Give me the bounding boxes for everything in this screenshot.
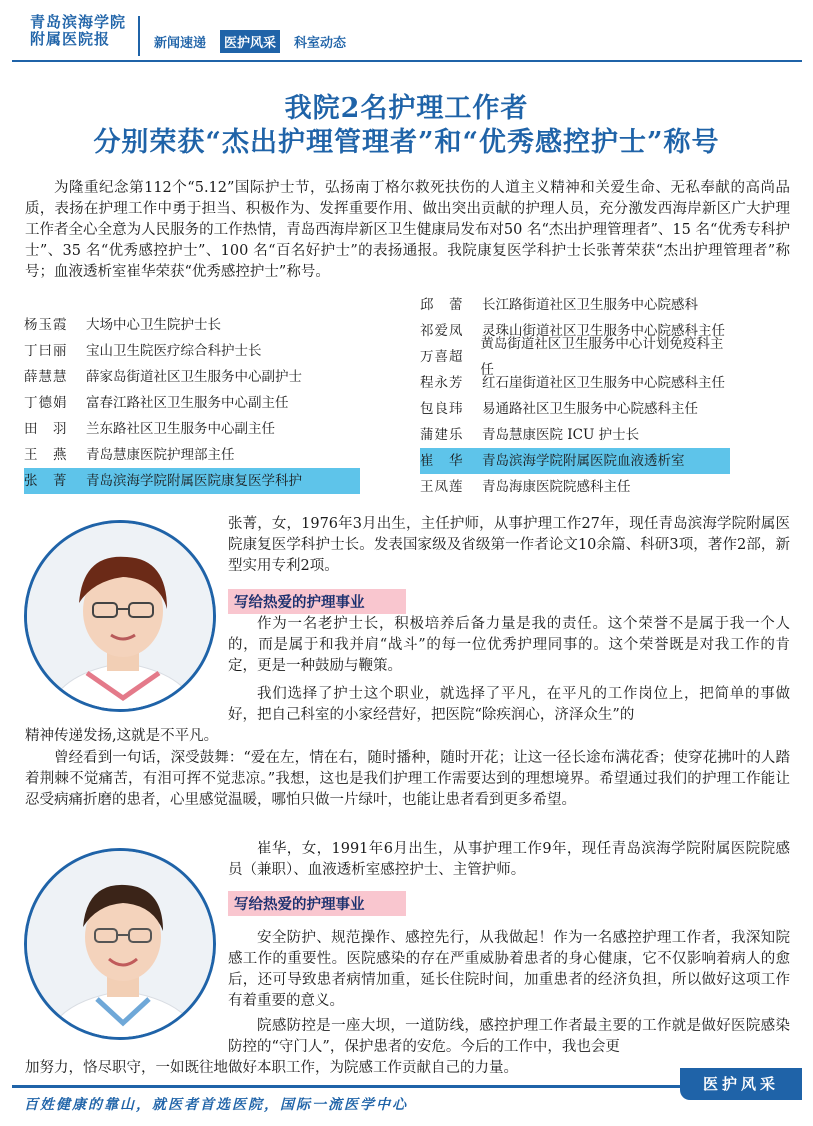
list-item [24,416,360,442]
nav-news[interactable]: 新闻速递 [154,36,207,51]
list-item [24,312,360,338]
person2-paragraph1: 安全防护、规范操作、感控先行，从我做起！作为一名感控护理工作者，我深知院感工作的重要性。医院感染的存在严重威胁着患者的身心健康，它不仅影响着病人的愈后，还可导致患者病情加重，延长住院时间，加重患者的经济负担，所以做好这项工作有着重要的意义。 [228,930,790,1009]
award-list-left [24,312,360,494]
person2-subhead: 写给热爱的护理事业 [228,891,406,916]
nurse-name: 杨玉霞 [24,317,68,333]
nurse-role: 青岛滨海学院附属医院血液透析室 [482,453,685,469]
footer-rule [12,1085,680,1088]
nurse-name: 田 羽 [24,421,68,437]
newspaper-title-line1: 青岛滨海学院 [30,13,127,31]
person2-paragraph2: 院感防控是一座大坝，一道防线，感控护理工作者最主要的工作就是做好医院感染防控的“守门人”，保护患者的安危。今后的工作中，我也会更 [228,1018,790,1055]
person1-paragraph1: 作为一名老护士长，积极培养后备力量是我的责任。这个荣誉不是属于我一个人的，而是属于和我并肩“战斗”的每一位优秀护理同事的。这个荣誉既是对我工作的肯定，更是一种鼓励与鞭策。 [228,616,790,674]
nurse-role: 青岛慧康医院 ICU 护士长 [482,427,640,443]
nurse-name: 程永芳 [420,375,464,391]
intro-paragraph: 为隆重纪念第112个“5.12”国际护士节，弘扬南丁格尔救死扶伤的人道主义精神和关爱生命、无私奉献的高尚品质，表扬在护理工作中勇于担当、积极作为、发挥重要作用、做出突出贡献的护理人员，充分激发西海岸新区广大护理工作者全心全意为人民服务的工作热情，青岛西海岸新区卫生健康局发布对50 名“杰出护理管理者”、15 名“优秀专科护士”、35 名“优秀感控护士”、100 名“百名好护士”的表扬通报。我院康复医学科护士长张菁荣获“杰出护理管理者”称号；血液透析室崔华荣获“优秀感控护士”称号。 [25,180,790,280]
nurse-role: 薛家岛街道社区卫生服务中心副护士 [86,369,302,385]
portrait-cui-hua [24,848,216,1040]
nurse-name: 张 菁 [24,473,68,489]
nurse-name: 包良玮 [420,401,464,417]
nurse-name: 王 燕 [24,447,68,463]
nurse-role: 青岛慧康医院护理部主任 [86,447,235,463]
nurse-portrait-icon [27,523,216,712]
nurse-name: 王凤莲 [420,479,464,495]
list-item [420,292,730,318]
list-item [420,336,730,378]
nurse-name: 邱 蕾 [420,297,464,313]
nurse-role: 易通路社区卫生服务中心院感科主任 [482,401,698,417]
nurse-role: 兰东路社区卫生服务中心副主任 [86,421,275,437]
person1-subhead: 写给热爱的护理事业 [228,589,406,614]
nurse-role: 红石崖街道社区卫生服务中心院感科主任 [482,375,725,391]
nurse-name: 丁曰丽 [24,343,68,359]
list-item [24,442,360,468]
person1-paragraph2: 我们选择了护士这个职业，就选择了平凡，在平凡的工作岗位上，把简单的事做好，把自己科室的小家经营好，把医院“除疾润心，济泽众生”的 [228,686,790,723]
person2-paragraph2-cont: 加努力，恪尽职守，一如既往地做好本职工作，为院感工作贡献自己的力量。 [25,1060,518,1076]
list-item-highlighted [420,448,730,474]
headline-line2: 分别荣获“杰出护理管理者”和“优秀感控护士”称号 [93,127,720,158]
nurse-role: 青岛滨海学院附属医院康复医学科护 [86,473,302,489]
list-item [24,338,360,364]
list-item [24,364,360,390]
masthead-divider [138,16,140,56]
footer-slogan: 百姓健康的靠山，就医者首选医院，国际一流医学中心 [24,1097,408,1113]
section-nav [150,30,350,53]
newspaper-title [30,14,130,48]
nav-staff-profiles[interactable]: 医护风采 [220,30,280,53]
list-item [24,390,360,416]
nurse-name: 祁爱凤 [420,323,464,339]
footer-section-tab: 医护风采 [680,1068,802,1100]
portrait-zhang-jing [24,520,216,712]
nurse-role: 富春江路社区卫生服务中心副主任 [86,395,289,411]
list-item [420,422,730,448]
person2-bio: 崔华，女，1991年6月出生，从事护理工作9年，现任青岛滨海学院附属医院院感员（兼职）、血液透析室感控护士、主管护师。 [228,841,790,878]
list-item [420,474,730,500]
nurse-portrait-icon [27,851,216,1040]
nurse-name: 丁德娟 [24,395,68,411]
person1-bio: 张菁，女，1976年3月出生，主任护师，从事护理工作27年，现任青岛滨海学院附属医院康复医学科护士长。发表国家级及省级第一作者论文10余篇、科研3项，著作2部，新型实用专利2项。 [228,516,790,574]
masthead-rule [12,60,802,62]
headline-line1: 我院2名护理工作者 [284,93,529,124]
nurse-name: 崔 华 [420,453,464,469]
list-item [420,396,730,422]
nurse-role: 宝山卫生院医疗综合科护士长 [86,343,262,359]
award-list-right [420,292,730,500]
list-item [420,370,730,396]
nurse-role: 黄岛街道社区卫生服务中心计划免疫科主任 [480,336,724,378]
nurse-role: 大场中心卫生院护士长 [86,317,221,333]
nurse-name: 薛慧慧 [24,369,68,385]
newspaper-title-line2: 附属医院报 [30,30,111,48]
nurse-role: 长江路街道社区卫生服务中心院感科 [482,297,698,313]
list-item-highlighted [24,468,360,494]
nurse-role: 灵珠山街道社区卫生服务中心院感科主任 [482,323,725,339]
nav-department-news[interactable]: 科室动态 [294,36,347,51]
masthead [0,0,813,62]
nurse-name: 蒲建乐 [420,427,464,443]
nurse-role: 青岛海康医院院感科主任 [482,479,631,495]
person1-paragraph3: 曾经看到一句话，深受鼓舞：“爱在左，情在右，随时播种，随时开花；让这一径长途布满花香；使穿花拂叶的人踏着荆棘不觉痛苦，有泪可挥不觉悲凉。”我想，这也是我们护理工作需要达到的理想境界。希望通过我们的护理工作能让忍受病痛折磨的患者，心里感觉温暖，哪怕只做一片绿叶，也能让患者看到更多希望。 [25,750,790,808]
nurse-name: 万喜超 [420,349,464,365]
person1-paragraph2-cont: 精神传递发扬,这就是不平凡。 [25,728,219,744]
